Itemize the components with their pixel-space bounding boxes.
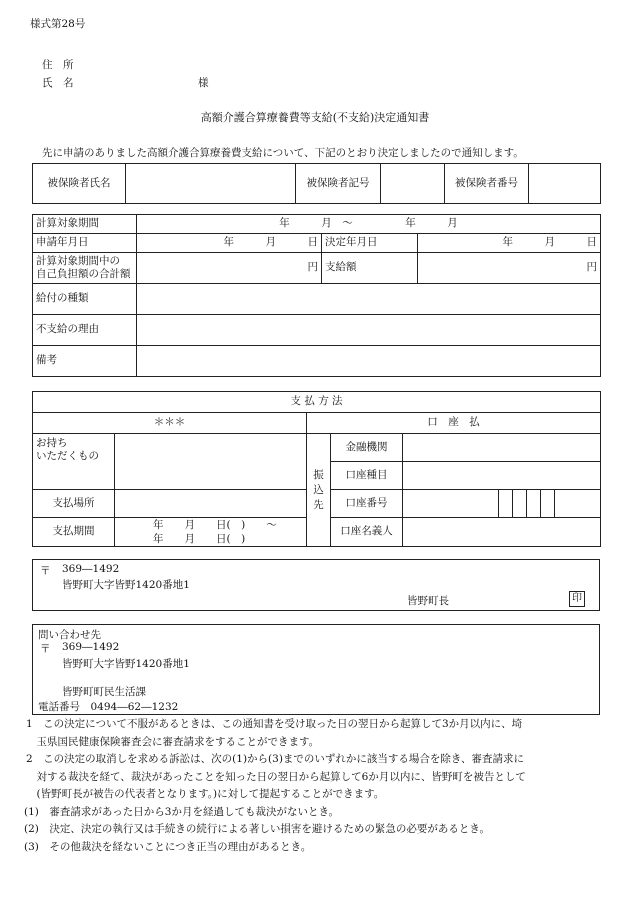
note-item: (3) その他裁決を経ないことにつき正当の理由があるとき。 [24,840,312,853]
remarks-value [137,346,601,377]
payment-title: 支 払 方 法 [33,392,601,413]
insured-number-cell [529,164,601,204]
account-number-cell-3 [513,490,527,518]
burden-total-value: 円 [137,253,322,284]
reason-label: 不支給の理由 [33,315,137,346]
apply-date-value: 年 月 日 [137,234,322,253]
benefit-type-value [137,284,601,315]
reason-value [137,315,601,346]
pay-period-value [115,518,307,547]
inquiry-phone: 電話番号 0494―62―1232 [38,701,179,713]
bank-label: 金融機関 [331,434,403,462]
bring-items-value [115,434,307,490]
decide-date-label: 決定年月日 [322,234,418,253]
account-number-cell-4 [527,490,541,518]
bring-label-line-2: いただくもの [36,450,99,463]
form-number: 様式第28号 [30,18,86,30]
account-number-cell-2 [499,490,513,518]
intro-text: 先に申請のありました高額介護合算療養費支給について、下記のとおり決定しましたので通知します。 [42,147,524,159]
insured-name-cell [126,164,296,204]
document-title: 高額介護合算療養費等支給(不支給)決定通知書 [200,111,430,124]
insured-table [32,163,601,204]
transfer-label [307,434,331,547]
inquiry-postal-code: 369―1492 [62,641,120,653]
account-holder-value [403,518,601,547]
inquiry-department: 皆野町町民生活課 [62,686,146,698]
period-value: 年 月 ～ 年 月 [137,215,601,234]
bring-label-line-1: お持ち [36,437,68,449]
note-line: (皆野町長が被告の代表者となります。)に対して提起することができます。 [26,788,385,800]
note-line: 1 この決定について不服があるときは、この通知書を受け取った日の翌日から起算して3か月以内に、埼 [26,718,523,730]
details-table [32,214,601,377]
account-number-cell-6 [555,490,601,518]
address-label: 住 所 [42,59,74,71]
inquiry-address: 皆野町大字皆野1420番地1 [62,658,190,670]
burden-total-label [33,253,137,284]
issuer-address: 皆野町大字皆野1420番地1 [62,579,190,591]
account-holder-label: 口座名義人 [331,518,403,547]
insured-symbol-label: 被保険者記号 [296,164,381,204]
insured-symbol-cell [381,164,445,204]
account-type-value [403,462,601,490]
payment-right-header: 口 座 払 [307,413,601,434]
bring-items-label [33,434,115,490]
transfer-char-1: 振 [313,468,324,481]
bank-value [403,434,601,462]
apply-date-label: 申請年月日 [33,234,137,253]
account-type-label: 口座種目 [331,462,403,490]
legal-notes [18,716,598,856]
amount-value: 円 [418,253,601,284]
account-number-cell-5 [541,490,555,518]
period-label: 計算対象期間 [33,215,137,234]
payment-table [32,391,601,547]
insured-name-label: 被保険者氏名 [33,164,126,204]
pay-place-value [115,490,307,518]
transfer-char-2: 込 [313,483,324,496]
mayor-title: 皆野町長 [407,595,449,607]
decide-date-value: 年 月 日 [418,234,601,253]
payment-left-header: ＊＊＊ [33,413,307,434]
pay-place-label: 支払場所 [33,490,115,518]
issuer-postal-code: 369―1492 [62,563,120,575]
benefit-type-label: 給付の種類 [33,284,137,315]
transfer-char-3: 先 [313,498,324,511]
note-line: 対する裁決を経て、裁決があったことを知った日の翌日から起算して6か月以内に、皆野町を被告として [26,770,526,783]
account-number-cell-1 [403,490,499,518]
seal-box: 印 [569,591,585,607]
burden-label-line-1: 計算対象期間中の [36,254,120,267]
pay-period-line-1: 年 月 日( ) ～ [153,519,277,531]
account-number-label: 口座番号 [331,490,403,518]
remarks-label: 備考 [33,346,137,377]
inquiry-label: 問い合わせ先 [38,629,101,641]
pay-period-label: 支払期間 [33,518,115,547]
pay-period-line-2: 年 月 日( ) [153,533,246,545]
note-item: (1) 審査請求があった日から3か月を経過しても裁決がないとき。 [24,805,340,818]
note-line: 玉県国民健康保険審査会に審査請求をすることができます。 [26,735,320,748]
note-item: (2) 決定、決定の執行又は手続きの続行による著しい損害を避けるための緊急の必要があるとき。 [24,823,490,835]
insured-number-label: 被保険者番号 [445,164,529,204]
issuer-postal-mark: 〒 [40,565,51,577]
note-line: 2 この決定の取消しを求める訴訟は、次の(1)から(3)までのいずれかに該当する場合を除き、審査請求に [26,753,525,765]
name-label: 氏 名 [42,77,74,89]
amount-label: 支給額 [322,253,418,284]
inquiry-postal-mark: 〒 [40,643,51,655]
honorific: 様 [198,77,209,89]
burden-label-line-2: 自己負担額の合計額 [36,268,131,280]
